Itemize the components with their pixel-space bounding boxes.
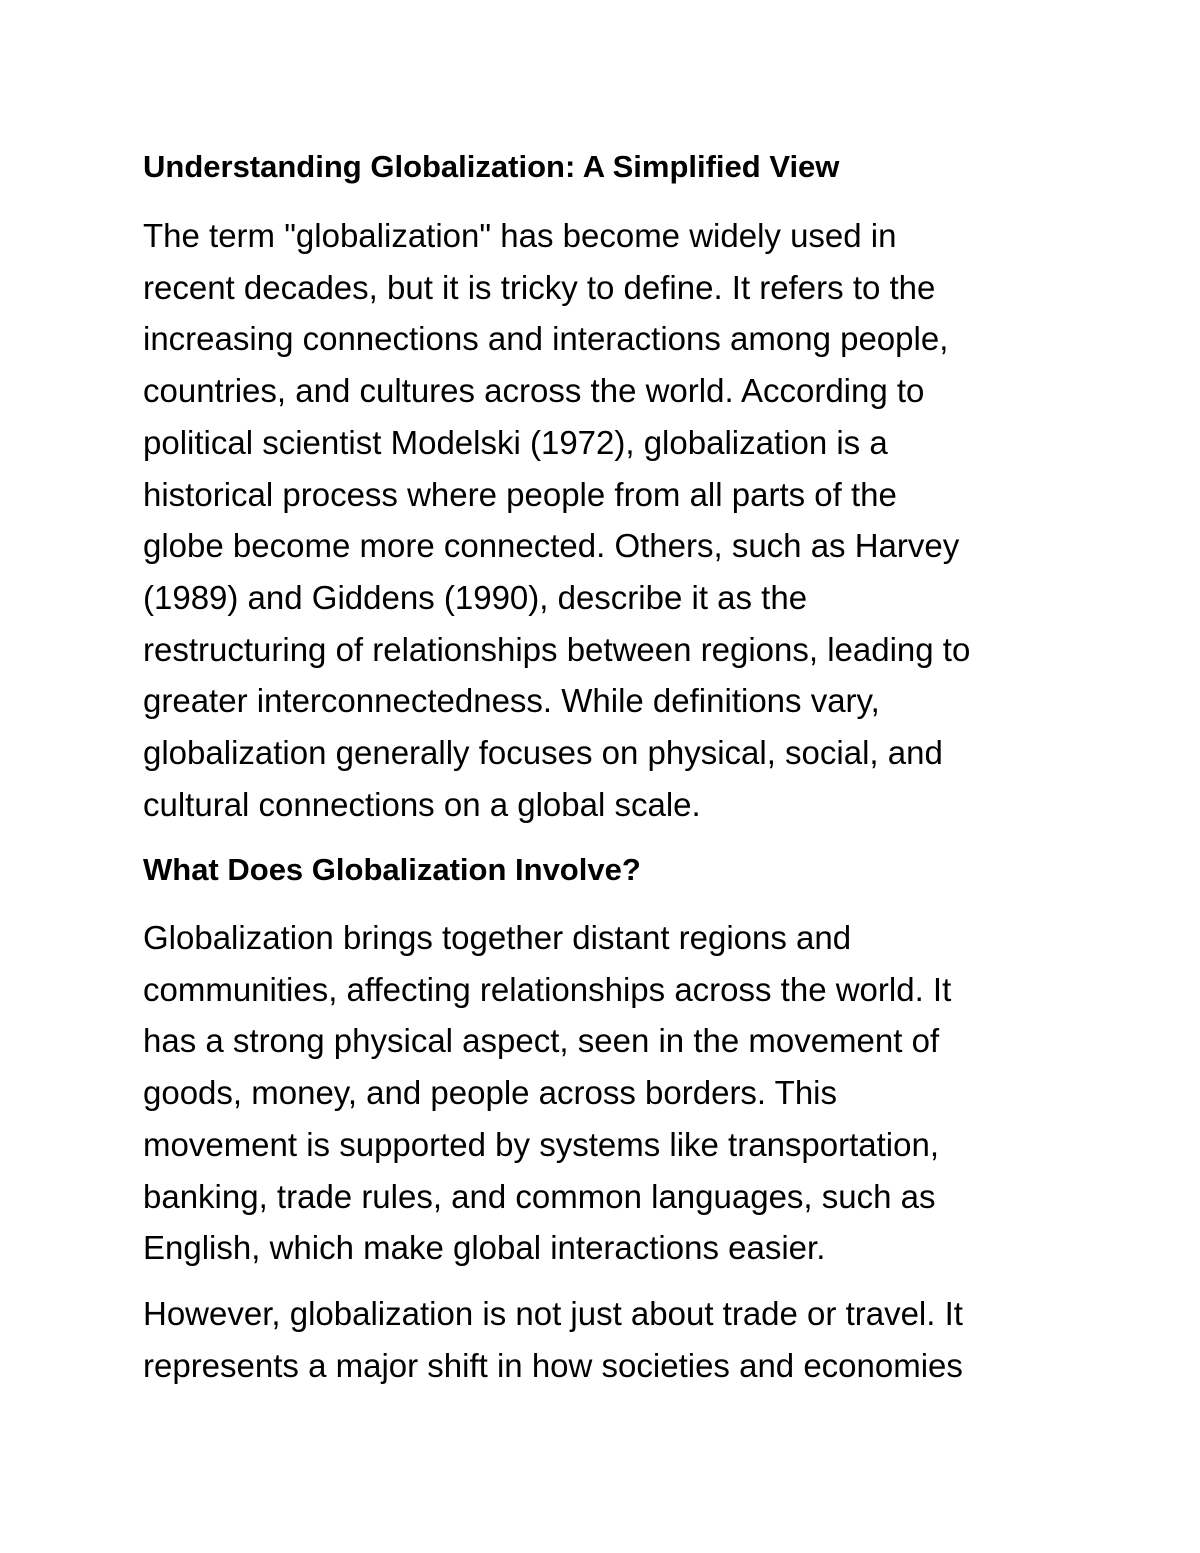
paragraph-line: increasing connections and interactions among people,: [143, 320, 949, 358]
paragraph-line: banking, trade rules, and common languages, such as: [143, 1177, 936, 1215]
paragraph-line: globe become more connected. Others, such as Harvey: [143, 527, 960, 565]
paragraph-line: has a strong physical aspect, seen in the movement of: [143, 1022, 940, 1060]
paragraph-line: cultural connections on a global scale.: [143, 785, 701, 823]
paragraph-line: countries, and cultures across the world. According to: [143, 372, 925, 410]
paragraph-line: The term "globalization" has become widely used in: [143, 217, 897, 254]
paragraph-line: goods, money, and people across borders. This: [143, 1074, 838, 1112]
paragraph-line: movement is supported by systems like transportation,: [143, 1125, 940, 1163]
paragraph-line: However, globalization is not just about trade or travel. It: [143, 1295, 963, 1332]
paragraph-line: communities, affecting relationships across the world. It: [143, 970, 952, 1008]
paragraph-line: recent decades, but it is tricky to define. It refers to the: [143, 268, 936, 306]
paragraph-involvement: [143, 912, 951, 1274]
document-title: Understanding Globalization: A Simplified View: [143, 149, 840, 184]
paragraph-line: (1989) and Giddens (1990), describe it as the: [143, 578, 808, 616]
paragraph-line: globalization generally focuses on physical, social, and: [143, 734, 943, 772]
paragraph-definition: [143, 210, 970, 830]
paragraph-line: English, which make global interactions easier.: [143, 1229, 826, 1267]
paragraph-line: historical process where people from all parts of the: [143, 475, 897, 513]
paragraph-line: greater interconnectedness. While definitions vary,: [143, 682, 880, 720]
paragraph-line: political scientist Modelski (1972), globalization is a: [143, 423, 888, 461]
paragraph-line: restructuring of relationships between regions, leading to: [143, 630, 971, 668]
paragraph-however: [143, 1288, 963, 1391]
section-heading: What Does Globalization Involve?: [143, 852, 641, 887]
paragraph-line: Globalization brings together distant regions and: [143, 919, 852, 956]
paragraph-line: represents a major shift in how societies and economies: [143, 1346, 963, 1384]
